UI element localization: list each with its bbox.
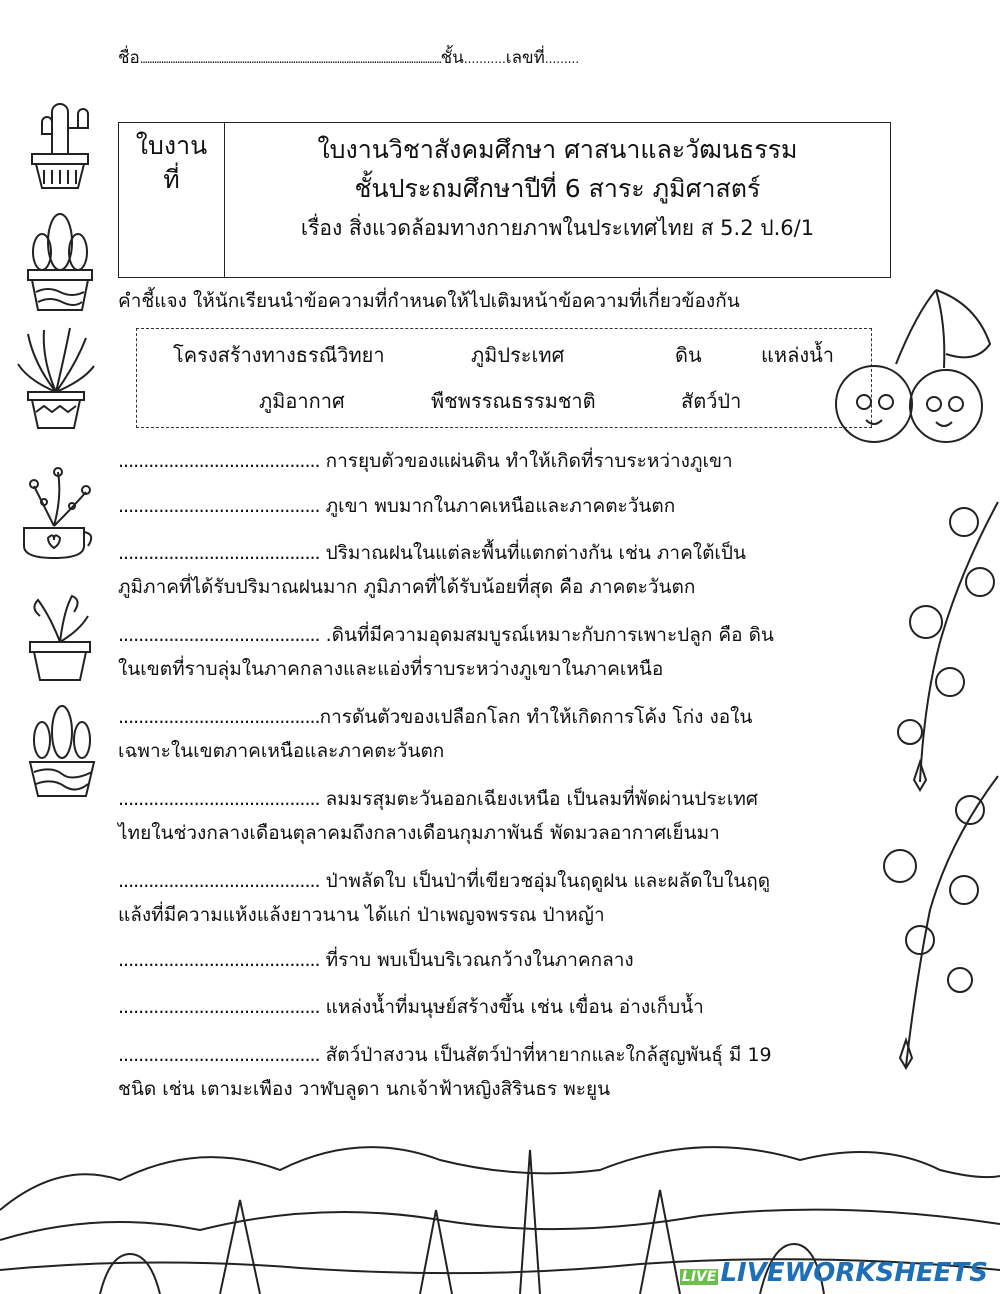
plant-cup-icon bbox=[14, 466, 100, 566]
answer-blank[interactable]: ........................................ bbox=[118, 788, 320, 810]
answer-blank[interactable]: ........................................ bbox=[118, 495, 320, 517]
worksheet-label-line1: ใบงาน bbox=[135, 131, 208, 160]
blossom-branch-icon bbox=[880, 492, 1000, 792]
name-label: ชื่อ bbox=[118, 48, 140, 68]
number-dots[interactable]: ......... bbox=[544, 52, 580, 66]
word-bank-item[interactable]: ดิน bbox=[675, 343, 702, 367]
item-text: ที่ราบ พบเป็นบริเวณกว้างในภาคกลาง bbox=[319, 949, 634, 971]
item-text: ลมมรสุมตะวันออกเฉียงเหนือ เป็นลมที่พัดผ่านประเทศ bbox=[319, 788, 758, 810]
student-info-line bbox=[118, 44, 579, 71]
word-bank-item[interactable]: โครงสร้างทางธรณีวิทยา bbox=[173, 343, 385, 367]
list-item bbox=[118, 444, 888, 478]
title-line-3: เรื่อง สิ่งแวดล้อมทางกายภาพในประเทศไทย ส 5.2 ป.6/1 bbox=[300, 216, 815, 240]
item-text-continued: เฉพาะในเขตภาคเหนือและภาคตะวันตก bbox=[118, 740, 445, 762]
item-text-continued: ในเขตที่ราบลุ่มในภาคกลางและแอ่งที่ราบระหว่างภูเขาในภาคเหนือ bbox=[118, 658, 664, 680]
cherry-characters-icon bbox=[826, 284, 996, 454]
worksheet-number-cell bbox=[119, 123, 225, 277]
item-text: การดันตัวของเปลือกโลก ทำให้เกิดการโค้ง โก่ง งอใน bbox=[319, 706, 753, 728]
title-line-2: ชั้นประถมศึกษาปีที่ 6 สาระ ภูมิศาสตร์ bbox=[354, 174, 761, 203]
title-line-1: ใบงานวิชาสังคมศึกษา ศาสนาและวัฒนธรรม bbox=[317, 135, 798, 164]
item-text: ภูเขา พบมากในภาคเหนือและภาคตะวันตก bbox=[319, 495, 676, 517]
item-text: การยุบตัวของแผ่นดิน ทำให้เกิดที่ราบระหว่างภูเขา bbox=[319, 450, 733, 472]
list-item bbox=[118, 782, 888, 850]
answer-blank[interactable]: ........................................ bbox=[118, 624, 320, 646]
cactus-pot-icon bbox=[20, 84, 100, 194]
coral-plant-pot-icon bbox=[20, 586, 100, 686]
answer-blank[interactable]: ........................................ bbox=[118, 870, 320, 892]
item-text: .ดินที่มีความอุดมสมบูรณ์เหมาะกับการเพาะปลูก คือ ดิน bbox=[319, 624, 774, 646]
title-box bbox=[118, 122, 891, 278]
list-item bbox=[118, 700, 888, 768]
list-item bbox=[118, 618, 888, 686]
item-text: ปริมาณฝนในแต่ละพื้นที่แตกต่างกัน เช่น ภาคใต้เป็น bbox=[319, 542, 746, 564]
class-dots[interactable]: ........... bbox=[463, 52, 506, 66]
watermark-text: LIVEWORKSHEETS bbox=[720, 1258, 988, 1288]
class-label: ชั้น bbox=[440, 48, 464, 68]
list-item bbox=[118, 1038, 888, 1106]
list-item bbox=[118, 864, 888, 932]
instruction-text: คำชี้แจง ให้นักเรียนนำข้อความที่กำหนดให้ไปเติมหน้าข้อความที่เกี่ยวข้องกัน bbox=[118, 290, 740, 312]
item-text: สัตว์ป่าสงวน เป็นสัตว์ป่าที่หายากและใกล้สูญพันธุ์ มี 19 bbox=[319, 1044, 772, 1066]
cactus-pot-icon bbox=[22, 698, 102, 802]
plant-pot-icon bbox=[14, 324, 98, 434]
list-item bbox=[118, 990, 888, 1024]
item-text: แหล่งน้ำที่มนุษย์สร้างขึ้น เช่น เขื่อน อ่างเก็บน้ำ bbox=[319, 996, 704, 1018]
word-bank-item[interactable]: สัตว์ป่า bbox=[681, 389, 742, 413]
word-bank-item[interactable]: แหล่งน้ำ bbox=[761, 343, 834, 367]
list-item bbox=[118, 536, 888, 604]
word-bank bbox=[136, 328, 872, 428]
answer-blank[interactable]: ........................................ bbox=[118, 706, 320, 728]
answer-blank[interactable]: ........................................ bbox=[118, 1044, 320, 1066]
title-text-cell bbox=[225, 123, 890, 247]
liveworksheets-watermark bbox=[680, 1258, 988, 1288]
answer-blank[interactable]: ........................................ bbox=[118, 996, 320, 1018]
answer-blank[interactable]: ........................................ bbox=[118, 450, 320, 472]
item-text-continued: ภูมิภาคที่ได้รับปริมาณฝนมาก ภูมิภาคที่ได้รับน้อยที่สุด คือ ภาคตะวันตก bbox=[118, 576, 696, 598]
answer-blank[interactable]: ........................................ bbox=[118, 542, 320, 564]
list-item bbox=[118, 943, 888, 977]
worksheet-label-line2: ที่ bbox=[163, 165, 180, 194]
word-bank-item[interactable]: ภูมิประเทศ bbox=[471, 343, 565, 367]
item-text-continued: แล้งที่มีความแห้งแล้งยาวนาน ได้แก่ ป่าเพญจพรรณ ป่าหญ้า bbox=[118, 904, 605, 926]
name-dots[interactable]: .................................................................................................................................. bbox=[139, 52, 441, 66]
word-bank-item[interactable]: ภูมิอากาศ bbox=[259, 389, 345, 413]
list-item bbox=[118, 489, 888, 523]
item-text-continued: ชนิด เช่น เตามะเพือง วาฬบลูดา นกเจ้าฟ้าหญิงสิรินธร พะยูน bbox=[118, 1078, 611, 1100]
answer-blank[interactable]: ........................................ bbox=[118, 949, 320, 971]
number-label: เลขที่ bbox=[505, 48, 545, 68]
blossom-branch-icon bbox=[860, 770, 1000, 1070]
item-text-continued: ไทยในช่วงกลางเดือนตุลาคมถึงกลางเดือนกุมภาพันธ์ พัดมวลอากาศเย็นมา bbox=[118, 822, 720, 844]
live-badge: LIVE bbox=[681, 1269, 717, 1285]
word-bank-item[interactable]: พืชพรรณธรรมชาติ bbox=[431, 389, 596, 413]
item-text: ป่าพลัดใบ เป็นป่าที่เขียวชอุ่มในฤดูฝน และผลัดใบในฤดู bbox=[319, 870, 771, 892]
cactus-pot-icon bbox=[20, 206, 100, 316]
